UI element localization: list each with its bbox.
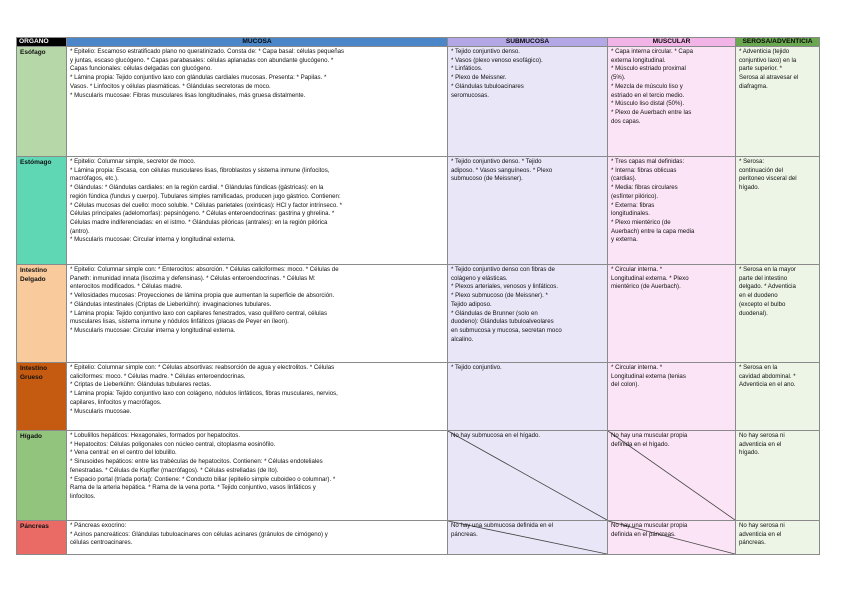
cell-text-line: * Circular interna. * bbox=[611, 364, 663, 371]
cell-text-line: macrófagos, etc.). bbox=[70, 175, 119, 183]
mucosa-content bbox=[70, 364, 444, 416]
table-row bbox=[17, 157, 820, 265]
cell-text-line: * Circular interna. * bbox=[611, 266, 663, 273]
cell-text-line: definida en el páncreas. bbox=[611, 530, 676, 538]
muscular-cell bbox=[608, 521, 736, 555]
cell-text-line: células centroacinares. bbox=[70, 539, 133, 547]
mucosa-content bbox=[70, 522, 444, 548]
serosa-content bbox=[739, 266, 816, 318]
cell-text-line: seromucosas. bbox=[451, 91, 489, 99]
muscular-content bbox=[611, 48, 732, 126]
submucosa-cell bbox=[448, 363, 608, 431]
mucosa-content bbox=[70, 432, 444, 502]
cell-text-line: cavidad abdominal. * bbox=[739, 372, 796, 380]
cell-text-line: parte superior. * bbox=[739, 65, 783, 73]
cell-text-line: * Serosa: bbox=[739, 158, 765, 165]
cell-text-line: * Plexos arteriales, venosos y linfáticos. bbox=[451, 283, 559, 291]
cell-text-line: Adventicia en el ano. bbox=[739, 381, 796, 389]
cell-text-line: * Páncreas exocrino: bbox=[70, 522, 127, 529]
cell-text-line: * Adventicia (tejido bbox=[739, 48, 790, 55]
organ-cell: Intestino Grueso bbox=[17, 363, 67, 431]
cell-text-line: * Epitelio: Escamoso estratificado plano no queratinizado. Consta de: * Capa basal: células pequeñas bbox=[70, 48, 345, 55]
cell-text-line: duodenal). bbox=[739, 309, 768, 317]
table-row bbox=[17, 265, 820, 363]
cell-text-line: * Plexo de Auerbach entre las bbox=[611, 108, 692, 116]
cell-text-line: submucoso (de Meissner). bbox=[451, 175, 523, 183]
table-row bbox=[17, 521, 820, 555]
cell-text-line: * Músculo estriado proximal bbox=[611, 65, 686, 73]
cell-text-line: * Interna: fibras oblicuas bbox=[611, 166, 677, 174]
cell-text-line: duodeno): Glándulas tubuloalveolares bbox=[451, 318, 554, 326]
cell-text-line: * Lámina propia: Tejido conjuntivo laxo con colágeno, nódulos linfáticos, fibras musculares, nervios, bbox=[70, 390, 338, 398]
serosa-content bbox=[739, 432, 816, 458]
cell-text-line: fenestradas. * Células de Kupffer (macrófagos). * Células estrelladas (de Ito). bbox=[70, 466, 279, 474]
cell-text-line: * Plexo submucoso (de Meissner). * bbox=[451, 292, 548, 300]
cell-text-line: * Lámina propia: Tejido conjuntivo laxo con glándulas cardiales mucosas. Presenta: * Papilas. * bbox=[70, 74, 327, 82]
cell-text-line: * Externa: fibras bbox=[611, 201, 655, 209]
cell-text-line: Paneth: inmunidad innata (lisozima y defensinas). * Células enteroendocrinas. * Células M: bbox=[70, 274, 316, 282]
cell-text-line: No hay serosa ni bbox=[739, 432, 785, 439]
organ-cell: Esófago bbox=[17, 47, 67, 157]
cell-text-line: páncreas. bbox=[451, 530, 478, 538]
cell-text-line: (5%). bbox=[611, 74, 626, 82]
cell-text-line: * Epitelio: Columnar simple con: * Células absortivas: reabsorción de agua y electrolitos. * Células bbox=[70, 364, 335, 371]
header-organ: ÓRGANO bbox=[17, 38, 67, 47]
cell-text-line: * Glándulas: * Glándulas cardiales: en la región cardial. * Glándulas fúndicas (gástricas): en la bbox=[70, 184, 324, 192]
cell-text-line: Auerbach) entre la capa media bbox=[611, 227, 695, 235]
cell-text-line: región fúndica (fundus y cuerpo). Tubulares simples ramificadas, producen jugo gástrico. Contienen: bbox=[70, 192, 341, 200]
serosa-cell bbox=[736, 363, 820, 431]
cell-text-line: No hay una muscular propia bbox=[611, 432, 688, 439]
cell-text-line: caliciformes: moco. * Células madre. * Células enteroendocrinas. bbox=[70, 372, 246, 380]
cell-text-line: Tejido adiposo. bbox=[451, 300, 492, 308]
histology-table bbox=[16, 37, 820, 555]
submucosa-content bbox=[451, 266, 604, 344]
cell-text-line: musculares lisas, sistema inmune y nódulos linfáticos (placas de Peyer en íleon). bbox=[70, 318, 289, 326]
cell-text-line: mientérico (de Auerbach). bbox=[611, 283, 681, 291]
cell-text-line: * Epitelio: Columnar simple, secretor de moco. bbox=[70, 158, 196, 165]
cell-text-line: Rama de la arteria hepática. * Rama de la vena porta. * Tejido conjuntivo, vasos linfáticos y bbox=[70, 484, 316, 492]
mucosa-cell bbox=[67, 431, 448, 521]
cell-text-line: Serosa al atravesar el bbox=[739, 74, 799, 82]
muscular-cell bbox=[608, 431, 736, 521]
muscular-content bbox=[611, 266, 732, 292]
muscular-cell bbox=[608, 157, 736, 265]
cell-text-line: en el duodeno bbox=[739, 292, 778, 300]
cell-text-line: No hay serosa ni bbox=[739, 522, 785, 529]
submucosa-content bbox=[451, 48, 604, 100]
cell-text-line: (antro). bbox=[70, 227, 90, 235]
cell-text-line: * Muscularis mucosae: Circular interna y longitudinal externa. bbox=[70, 236, 236, 244]
cell-text-line: colágeno y elásticas. bbox=[451, 274, 508, 282]
mucosa-content bbox=[70, 48, 444, 100]
serosa-cell bbox=[736, 157, 820, 265]
cell-text-line: * Tejido conjuntivo denso. bbox=[451, 48, 520, 55]
cell-text-line: longitudinales. bbox=[611, 210, 650, 218]
cell-text-line: del colon). bbox=[611, 381, 640, 389]
serosa-cell bbox=[736, 265, 820, 363]
cell-text-line: * Vellosidades mucosas: Proyecciones de lámina propia que aumentan la superficie de absorción. bbox=[70, 292, 335, 300]
cell-text-line: * Muscularis mucosae. bbox=[70, 407, 132, 415]
cell-text-line: * Criptas de Lieberkühn: Glándulas tubulares rectas. bbox=[70, 381, 212, 389]
cell-text-line: * Tejido conjuntivo denso. * Tejido bbox=[451, 158, 542, 165]
cell-text-line: * Plexo mientérico (de bbox=[611, 218, 671, 226]
organ-cell: Hígado bbox=[17, 431, 67, 521]
muscular-content bbox=[611, 432, 732, 449]
cell-text-line: y juntas, escaso glucógeno. * Capas parabasales: células aplanadas con abundante glucógeno. * bbox=[70, 56, 334, 64]
cell-text-line: * Muscularis mucosae: Circular interna y longitudinal externa. bbox=[70, 326, 236, 334]
submucosa-cell bbox=[448, 431, 608, 521]
header-row bbox=[17, 38, 820, 47]
cell-text-line: linfocitos. bbox=[70, 492, 96, 500]
cell-text-line: * Tres capas mal definidas: bbox=[611, 158, 685, 165]
cell-text-line: parte del intestino bbox=[739, 274, 788, 282]
submucosa-cell bbox=[448, 265, 608, 363]
cell-text-line: enterocitos modificados. * Células madre. bbox=[70, 283, 183, 291]
cell-text-line: diafragma. bbox=[739, 82, 768, 90]
strike-line bbox=[448, 431, 607, 520]
cell-text-line: * Capa interna circular. * Capa bbox=[611, 48, 693, 55]
cell-text-line: Células madre indiferenciadas: en el istmo. * Glándulas pilóricas (antrales): en la región pilórica bbox=[70, 218, 328, 226]
submucosa-cell bbox=[448, 521, 608, 555]
cell-text-line: Longitudinal externa (tenias bbox=[611, 372, 686, 380]
cell-text-line: adiposo. * Vasos sanguíneos. * Plexo bbox=[451, 166, 553, 174]
cell-text-line: * Acinos pancreáticos: Glándulas tubuloacinares con células acinares (gránulos de cimógeno) y bbox=[70, 530, 328, 538]
submucosa-content bbox=[451, 432, 604, 441]
cell-text-line: * Vena central: en el centro del lobulillo. bbox=[70, 449, 177, 457]
cell-text-line: Vasos. * Linfocitos y células plasmáticas. * Glándulas secretoras de moco. bbox=[70, 82, 271, 90]
cell-text-line: * Mezcla de músculo liso y bbox=[611, 82, 683, 90]
cell-text-line: * Media: fibras circulares bbox=[611, 184, 678, 192]
serosa-cell bbox=[736, 431, 820, 521]
cell-text-line: definida en el hígado. bbox=[611, 440, 670, 448]
header-muscular: MUSCULAR bbox=[608, 38, 736, 47]
cell-text-line: No hay una submucosa definida en el bbox=[451, 522, 553, 529]
mucosa-cell bbox=[67, 47, 448, 157]
cell-text-line: * Músculo liso distal (50%). bbox=[611, 100, 685, 108]
cell-text-line: * Plexo de Meissner. bbox=[451, 74, 507, 82]
cell-text-line: Células principales (adelomorfas): pepsinógeno. * Células enteroendocrinas: gastrina y ghrelina. * bbox=[70, 210, 335, 218]
cell-text-line: adventicia en el bbox=[739, 530, 782, 538]
cell-text-line: * Glándulas de Brunner (solo en bbox=[451, 309, 538, 317]
cell-text-line: dos capas. bbox=[611, 117, 641, 125]
organ-cell: Estómago bbox=[17, 157, 67, 265]
cell-text-line: * Serosa en la bbox=[739, 364, 778, 371]
muscular-cell bbox=[608, 363, 736, 431]
header-submucosa: SUBMUCOSA bbox=[448, 38, 608, 47]
table-row bbox=[17, 363, 820, 431]
cell-text-line: (esfínter pilórico). bbox=[611, 192, 659, 200]
submucosa-content bbox=[451, 364, 604, 373]
cell-text-line: * Espacio portal (tríada portal): Contiene: * Conducto biliar (epitelio simple cuboideo o columnar). * bbox=[70, 475, 336, 483]
table-row bbox=[17, 47, 820, 157]
cell-text-line: * Serosa en la mayor bbox=[739, 266, 796, 273]
cell-text-line: externa longitudinal. bbox=[611, 56, 666, 64]
cell-text-line: páncreas. bbox=[739, 539, 766, 547]
cell-text-line: (cardias). bbox=[611, 175, 637, 183]
cell-text-line: y externa. bbox=[611, 236, 638, 244]
cell-text-line: No hay una muscular propia bbox=[611, 522, 688, 529]
submucosa-content bbox=[451, 158, 604, 184]
mucosa-cell bbox=[67, 157, 448, 265]
serosa-content bbox=[739, 364, 816, 390]
cell-text-line: Capas funcionales: células delgadas con glucógeno. bbox=[70, 65, 212, 73]
cell-text-line: (excepto el bulbo bbox=[739, 300, 786, 308]
cell-text-line: hígado. bbox=[739, 449, 760, 457]
cell-text-line: * Sinusoides hepáticos: entre las trabéculas de hepatocitos. Contienen: * Células endoteliales bbox=[70, 458, 323, 466]
cell-text-line: delgado. * Adventicia bbox=[739, 283, 796, 291]
serosa-content bbox=[739, 158, 816, 193]
cell-text-line: * Lobulillos hepáticos: Hexagonales, formados por hepatocitos. bbox=[70, 432, 241, 439]
cell-text-line: * Lámina propia: Tejido conjuntivo laxo con capilares fenestrados, vaso quilífero central, células bbox=[70, 309, 327, 317]
muscular-cell bbox=[608, 265, 736, 363]
muscular-content bbox=[611, 522, 732, 539]
cell-text-line: * Glándulas tubuloacinares bbox=[451, 82, 524, 90]
cell-text-line: continuación del bbox=[739, 166, 784, 174]
serosa-cell bbox=[736, 47, 820, 157]
mucosa-cell bbox=[67, 265, 448, 363]
mucosa-cell bbox=[67, 363, 448, 431]
cell-text-line: capilares, linfocitos y macrófagos. bbox=[70, 398, 162, 406]
organ-cell: Intestino Delgado bbox=[17, 265, 67, 363]
mucosa-content bbox=[70, 266, 444, 336]
cell-text-line: * Hepatocitos: Células poligonales con núcleo central, citoplasma eosinófilo. bbox=[70, 440, 276, 448]
cell-text-line: adventicia en el bbox=[739, 440, 782, 448]
cell-text-line: hígado. bbox=[739, 184, 760, 192]
cell-text-line: Longitudinal externa. * Plexo bbox=[611, 274, 689, 282]
cell-text-line: conjuntivo laxo) en la bbox=[739, 56, 797, 64]
muscular-content bbox=[611, 158, 732, 245]
serosa-cell bbox=[736, 521, 820, 555]
submucosa-cell bbox=[448, 47, 608, 157]
header-mucosa: MUCOSA bbox=[67, 38, 448, 47]
cell-text-line: * Lámina propia: Escasa, con células musculares lisas, fibroblastos y sistema inmune (linfocitos, bbox=[70, 166, 330, 174]
organ-cell: Páncreas bbox=[17, 521, 67, 555]
muscular-cell bbox=[608, 47, 736, 157]
muscular-content bbox=[611, 364, 732, 390]
cell-text-line: estriado en el tercio medio. bbox=[611, 91, 685, 99]
cell-text-line: No hay submucosa en el hígado. bbox=[451, 432, 541, 439]
mucosa-cell bbox=[67, 521, 448, 555]
cell-text-line: alcalino. bbox=[451, 335, 474, 343]
submucosa-cell bbox=[448, 157, 608, 265]
cell-text-line: * Muscularis mucosae: Fibras musculares lisas longitudinales, más gruesa distalmente. bbox=[70, 91, 306, 99]
cell-text-line: * Tejido conjuntivo. bbox=[451, 364, 502, 371]
diagonal-strike bbox=[448, 431, 607, 520]
submucosa-content bbox=[451, 522, 604, 539]
cell-text-line: peritoneo visceral del bbox=[739, 175, 797, 183]
cell-text-line: * Glándulas intestinales (Criptas de Lieberkühn): invaginaciones tubulares. bbox=[70, 300, 272, 308]
cell-text-line: * Epitelio: Columnar simple con: * Enterocitos: absorción. * Células caliciformes: moco. * Células de bbox=[70, 266, 339, 273]
cell-text-line: * Células mucosas del cuello: moco soluble. * Células parietales (oxínticas): HCl y factor intrínseco. * bbox=[70, 201, 342, 209]
mucosa-content bbox=[70, 158, 444, 245]
cell-text-line: en submucosa y mucosa, secretan moco bbox=[451, 326, 562, 334]
cell-text-line: * Linfáticos. bbox=[451, 65, 483, 73]
serosa-content bbox=[739, 48, 816, 92]
serosa-content bbox=[739, 522, 816, 548]
header-serosa: SEROSA/ADVENTICIA bbox=[736, 38, 820, 47]
cell-text-line: * Tejido conjuntivo denso con fibras de bbox=[451, 266, 555, 273]
table-row bbox=[17, 431, 820, 521]
cell-text-line: * Vasos (plexo venoso esofágico). bbox=[451, 56, 543, 64]
